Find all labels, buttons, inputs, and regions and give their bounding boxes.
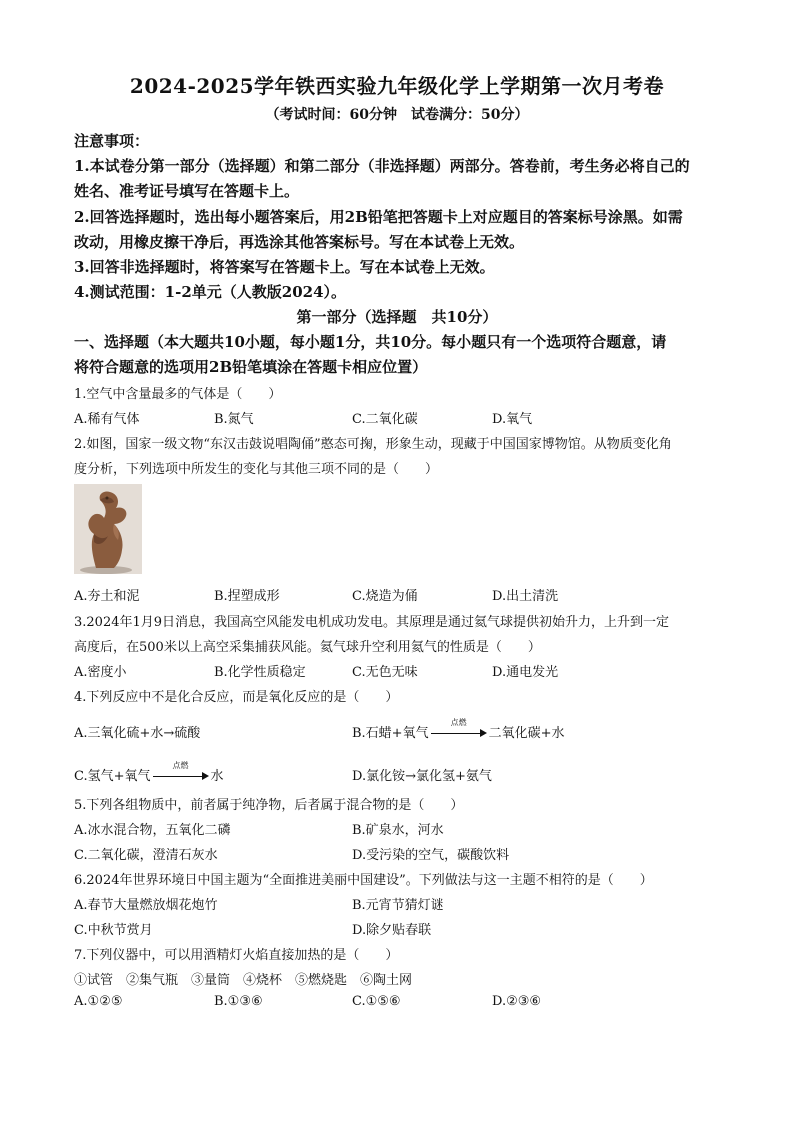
- q1-option-d: D.氧气: [492, 412, 533, 427]
- reaction-arrow-icon: [153, 760, 209, 783]
- q4-option-b-reactants: B.石蜡+氧气: [352, 726, 429, 741]
- part1-heading: 第一部分（选择题 共10分）: [296, 308, 498, 326]
- q3-option-d: D.通电发光: [492, 665, 559, 680]
- notice-line: 4.测试范围：1-2单元（人教版2024）。: [74, 283, 347, 301]
- q1-option-c: C.二氧化碳: [352, 412, 418, 427]
- q1-option-b: B.氮气: [214, 412, 254, 427]
- q6-option-b: B.元宵节猜灯谜: [352, 898, 444, 913]
- question-7-instruments: ①试管 ②集气瓶 ③量筒 ④烧杯 ⑤燃烧匙 ⑥陶土网: [74, 973, 413, 988]
- q5-option-d: D.受污染的空气，碳酸饮料: [352, 848, 510, 863]
- q5-option-b: B.矿泉水，河水: [352, 823, 444, 838]
- q5-option-c: C.二氧化碳，澄清石灰水: [74, 848, 218, 863]
- question-7-stem: 7.下列仪器中，可以用酒精灯火焰直接加热的是（ ）: [74, 948, 399, 963]
- q4-option-a: A.三氧化硫+水→硫酸: [74, 726, 201, 741]
- notice-line: 3.回答非选择题时，将答案写在答题卡上。写在本试卷上无效。: [74, 258, 495, 276]
- q4-option-c-products: 水: [210, 769, 224, 784]
- question-3-stem: 3.2024年1月9日消息，我国高空风能发电机成功发电。其原理是通过氦气球提供初始升力，上升到一定: [74, 615, 670, 630]
- q2-option-d: D.出土清洗: [492, 589, 559, 604]
- notice-line: 1.本试卷分第一部分（选择题）和第二部分（非选择题）两部分。答卷前，考生务必将自己的: [74, 157, 690, 175]
- q7-option-a: A.①②⑤: [74, 994, 123, 1009]
- q3-option-b: B.化学性质稳定: [214, 665, 306, 680]
- question-2-stem: 度分析，下列选项中所发生的变化与其他三项不同的是（ ）: [74, 462, 439, 477]
- reaction-condition: 点燃: [450, 717, 467, 727]
- part1-instructions: 将符合题意的选项用2B铅笔填涂在答题卡相应位置）: [74, 358, 428, 376]
- q4-option-d: D.氯化铵→氯化氢+氨气: [352, 769, 492, 784]
- exam-subtitle: （考试时间：60分钟 试卷满分：50分）: [265, 107, 529, 123]
- q5-option-a: A.冰水混合物，五氧化二磷: [74, 823, 231, 838]
- question-4-stem: 4.下列反应中不是化合反应，而是氧化反应的是（ ）: [74, 690, 399, 705]
- q7-option-b: B.①③⑥: [214, 994, 263, 1009]
- question-5-stem: 5.下列各组物质中，前者属于纯净物，后者属于混合物的是（ ）: [74, 798, 464, 813]
- q3-option-a: A.密度小: [74, 665, 127, 680]
- exam-title: 2024-2025学年铁西实验九年级化学上学期第一次月考卷: [129, 74, 665, 98]
- q1-option-a: A.稀有气体: [74, 412, 140, 427]
- q3-option-c: C.无色无味: [352, 665, 418, 680]
- notice-line: 2.回答选择题时，选出每小题答案后，用2B铅笔把答题卡上对应题目的答案标号涂黑。如需: [74, 208, 683, 226]
- q4-option-c: [74, 760, 224, 784]
- question-6-stem: 6.2024年世界环境日中国主题为“全面推进美丽中国建设”。下列做法与这一主题不相符的是（ ）: [74, 873, 653, 888]
- q4-option-b: [352, 717, 565, 741]
- pottery-figurine-photo: [74, 484, 142, 574]
- question-3-stem: 高度后，在500米以上高空采集捕获风能。氦气球升空利用氦气的性质是（ ）: [74, 640, 541, 655]
- q2-option-a: A.夯土和泥: [74, 589, 140, 604]
- q6-option-a: A.春节大量燃放烟花炮竹: [74, 898, 218, 913]
- notice-heading: 注意事项：: [74, 132, 150, 150]
- q7-option-c: C.①⑤⑥: [352, 994, 401, 1009]
- question-1-stem: 1.空气中含量最多的气体是（ ）: [74, 387, 282, 402]
- q7-option-d: D.②③⑥: [492, 994, 542, 1009]
- q6-option-c: C.中秋节赏月: [74, 923, 153, 938]
- pottery-figurine-illustration: [74, 484, 142, 574]
- reaction-condition: 点燃: [172, 760, 189, 770]
- part1-instructions: 一、选择题（本大题共10小题，每小题1分，共10分。每小题只有一个选项符合题意，请: [74, 333, 667, 351]
- notice-line: 姓名、准考证号填写在答题卡上。: [74, 182, 300, 200]
- question-2-stem: 2.如图，国家一级文物“东汉击鼓说唱陶俑”憨态可掬，形象生动，现藏于中国国家博物馆。从物质变化角: [74, 437, 672, 452]
- q4-option-c-reactants: C.氢气+氧气: [74, 769, 151, 784]
- q2-option-c: C.烧造为俑: [352, 589, 418, 604]
- q4-option-b-products: 二氧化碳+水: [488, 726, 565, 741]
- reaction-arrow-icon: [431, 717, 487, 740]
- q2-option-b: B.捏塑成形: [214, 589, 280, 604]
- q6-option-d: D.除夕贴春联: [352, 923, 432, 938]
- notice-line: 改动，用橡皮擦干净后，再选涂其他答案标号。写在本试卷上无效。: [74, 233, 525, 251]
